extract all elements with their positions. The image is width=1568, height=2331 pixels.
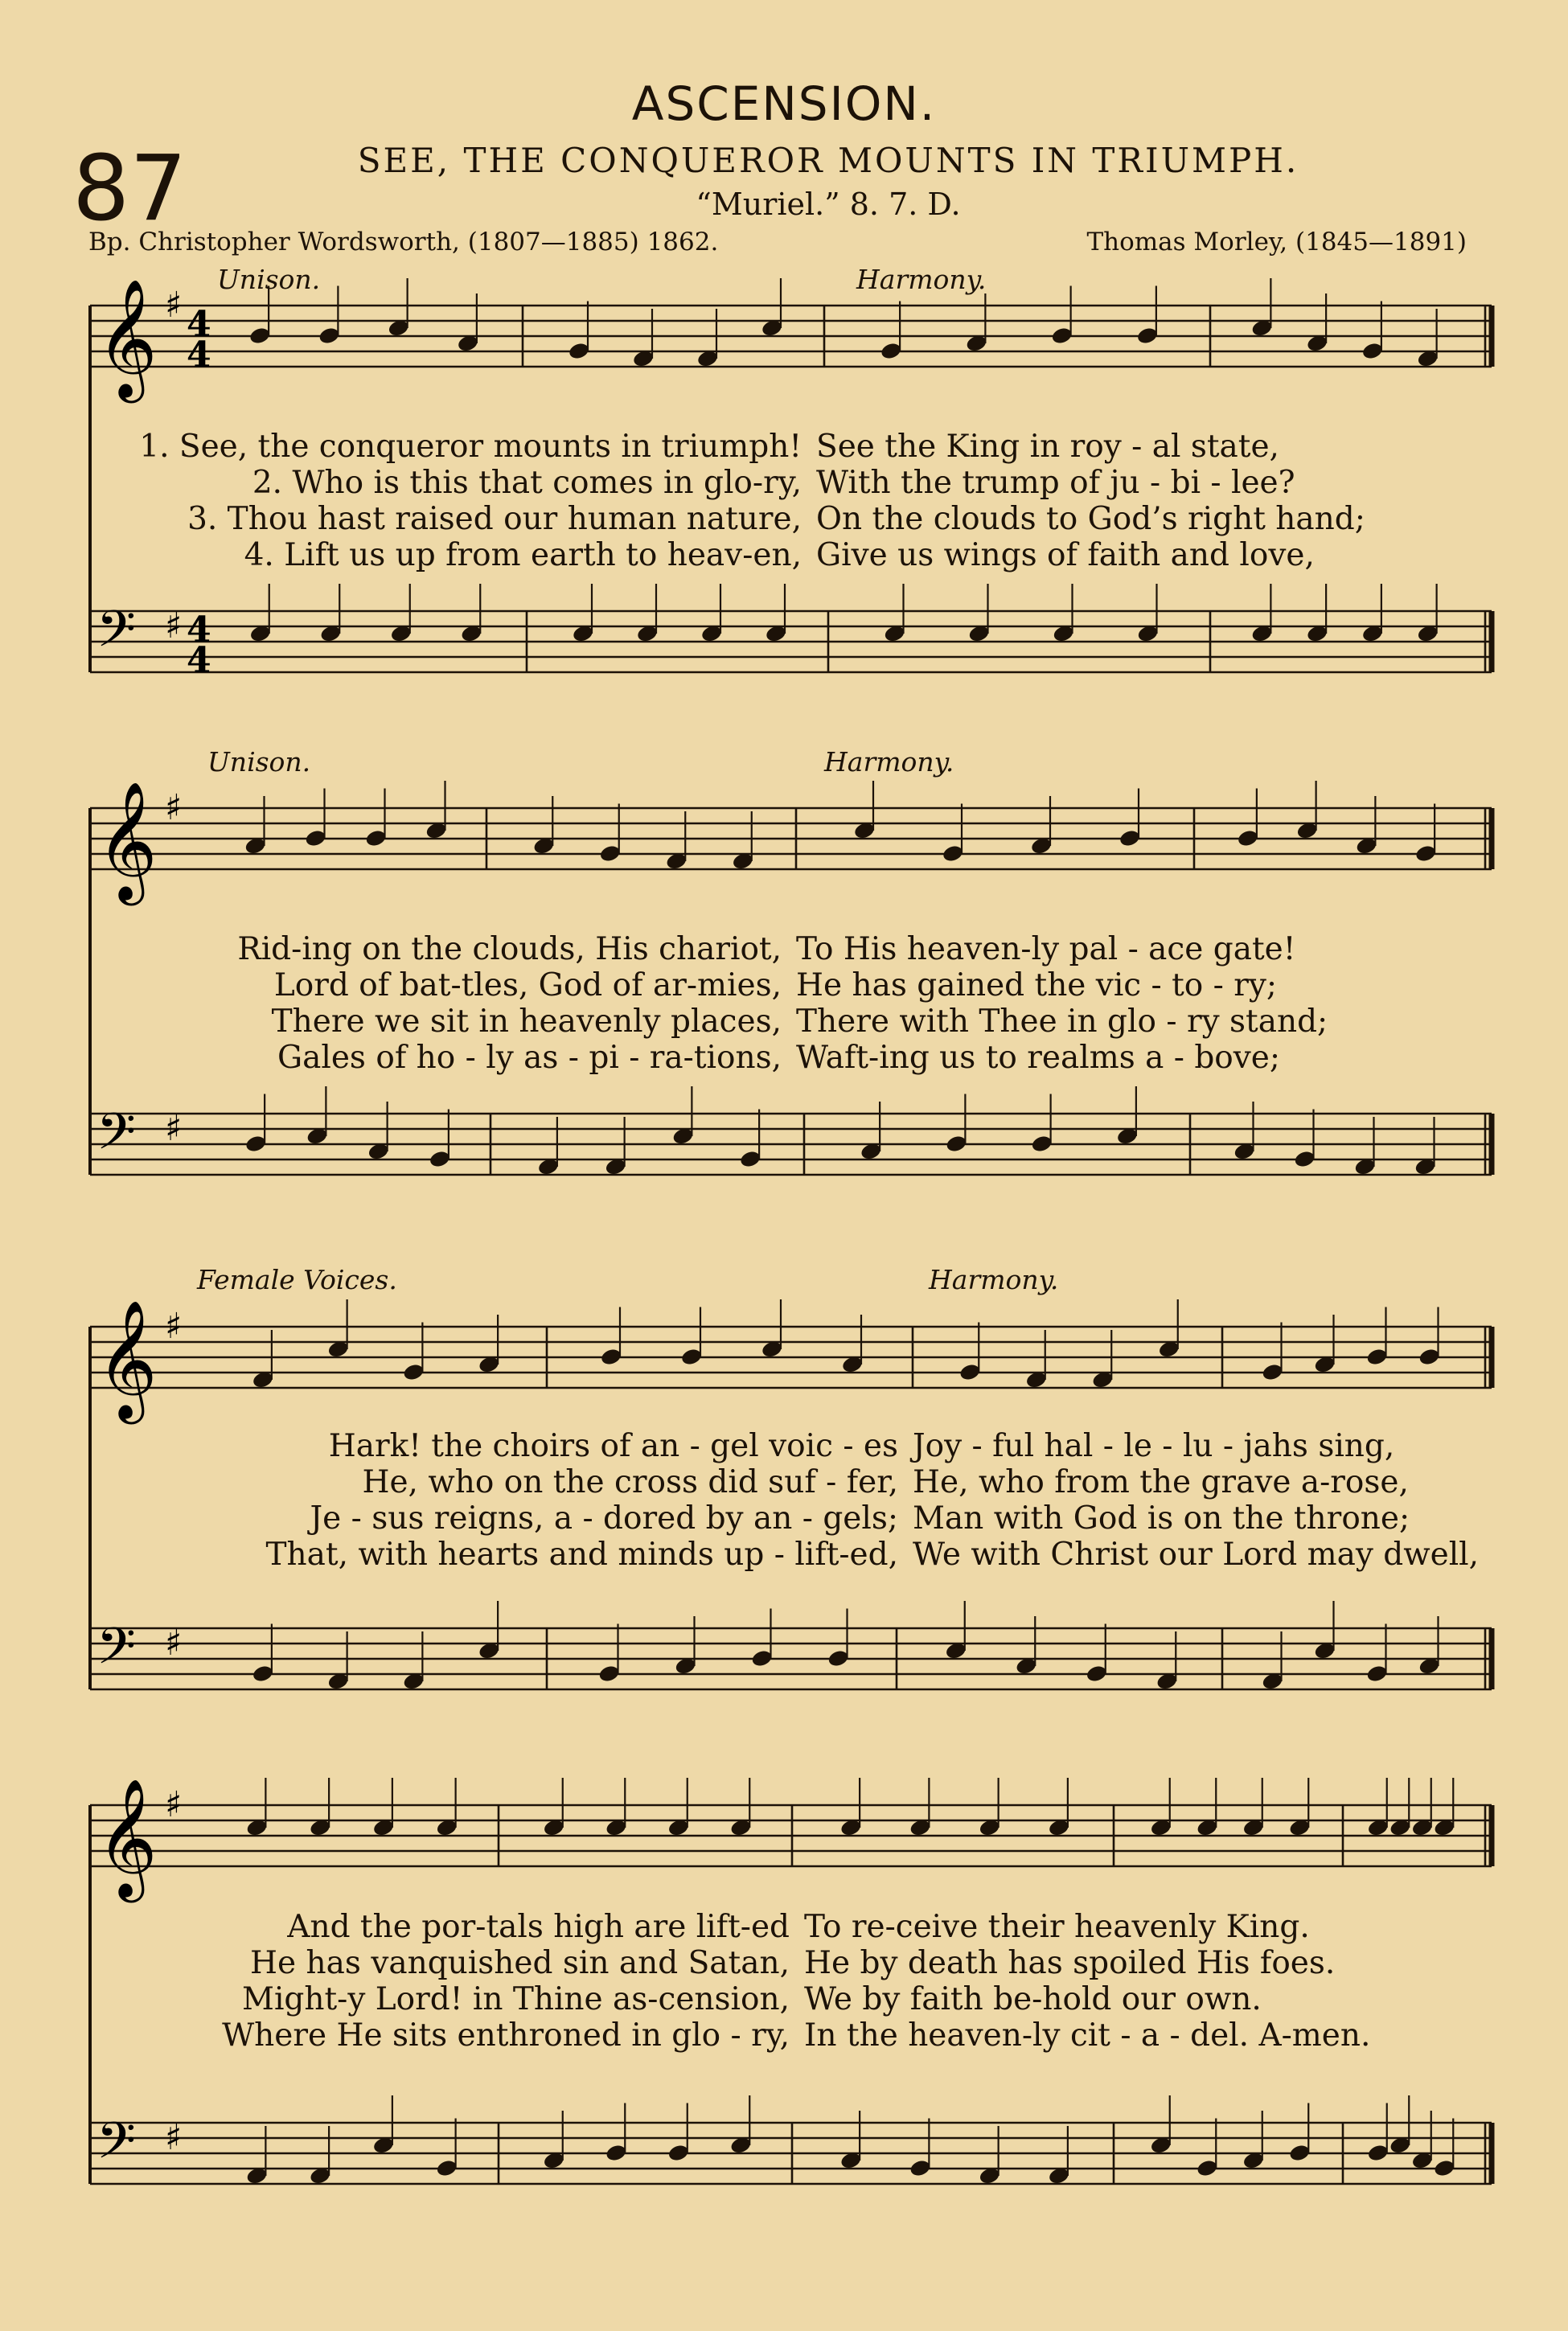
bass-clef-icon: 𝄢	[96, 1102, 136, 1173]
treble-clef-icon: 𝄞	[96, 1299, 158, 1419]
treble-clef-icon: 𝄞	[96, 278, 158, 398]
performance-direction: Harmony.	[856, 264, 987, 295]
performance-direction: Female Voices.	[197, 1264, 397, 1295]
hymn-number: 87	[72, 137, 187, 241]
lyric-verse-2-part-2: With the trump of ju - bi - lee?	[816, 465, 1295, 501]
lyric-verse-1-part-2: To His heaven-ly pal - ace gate!	[796, 931, 1296, 967]
lyric-verse-2-part-1: Lord of bat-tles, God of ar-mies,	[273, 967, 782, 1003]
lyric-verse-3-part-1: 3. Thou hast raised our human nature,	[187, 501, 802, 537]
treble-clef-icon: 𝄞	[96, 1778, 158, 1898]
lyric-verse-4-part-2: We with Christ our Lord may dwell,	[913, 1537, 1480, 1573]
performance-direction: Harmony.	[824, 746, 954, 778]
lyric-verse-4-part-1: 4. Lift us up from earth to heav-en,	[244, 537, 802, 573]
lyric-verse-3-part-2: There with Thee in glo - ry stand;	[796, 1003, 1328, 1040]
lyric-verse-4-part-1: That, with hearts and minds up - lift-ed,	[265, 1537, 898, 1573]
lyric-verse-2-part-2: He, who from the grave a-rose,	[913, 1464, 1409, 1500]
lyric-verse-4-part-1: Gales of ho - ly as - pi - ra-tions,	[277, 1040, 782, 1076]
lyric-verse-3-part-1: There we sit in heavenly places,	[271, 1003, 782, 1040]
performance-direction: Harmony.	[929, 1264, 1059, 1295]
lyric-verse-1-part-2: To re-ceive their heavenly King.	[804, 1909, 1310, 1945]
key-signature-sharp-icon: ♯	[165, 787, 183, 828]
key-signature-sharp-icon: ♯	[165, 285, 183, 326]
lyric-verse-3-part-2: Man with God is on the throne;	[913, 1500, 1410, 1537]
composer-credit: Thomas Morley, (1845—1891)	[1086, 228, 1467, 256]
lyric-verse-3-part-1: Je - sus reigns, a - dored by an - gels;	[310, 1500, 898, 1537]
lyric-verse-4-part-2: Give us wings of faith and love,	[816, 537, 1315, 573]
lyric-verse-3-part-2: On the clouds to God’s right hand;	[816, 501, 1365, 537]
key-signature-sharp-icon: ♯	[165, 1108, 183, 1149]
lyric-verse-1-part-1: Hark! the choirs of an - gel voic - es	[328, 1428, 898, 1464]
lyric-verse-2-part-1: He, who on the cross did suf - fer,	[362, 1464, 898, 1500]
lyric-verse-1-part-2: Joy - ful hal - le - lu - jahs sing,	[913, 1428, 1395, 1464]
lyric-verse-2-part-2: He by death has spoiled His foes.	[804, 1945, 1336, 1981]
bass-clef-icon: 𝄢	[96, 2111, 136, 2182]
performance-direction: Unison.	[217, 264, 321, 295]
tune-name-meter: “Muriel.” 8. 7. D.	[696, 187, 961, 222]
time-signature-digit: 4	[187, 640, 211, 681]
lyric-verse-1-part-1: And the por-tals high are lift-ed	[287, 1909, 790, 1945]
author-credit: Bp. Christopher Wordsworth, (1807—1885) 1862.	[88, 228, 719, 256]
lyric-verse-4-part-2: Waft-ing us to realms a - bove;	[796, 1040, 1281, 1076]
treble-clef-icon: 𝄞	[96, 781, 158, 901]
hymn-title: SEE, THE CONQUEROR MOUNTS IN TRIUMPH.	[357, 141, 1299, 180]
lyric-verse-3-part-2: We by faith be-hold our own.	[804, 1981, 1262, 2017]
lyric-verse-1-part-1: 1. See, the conqueror mounts in triumph!	[139, 429, 802, 465]
performance-direction: Unison.	[207, 746, 311, 778]
lyric-verse-2-part-1: He has vanquished sin and Satan,	[250, 1945, 790, 1981]
key-signature-sharp-icon: ♯	[165, 1306, 183, 1347]
lyric-verse-2-part-2: He has gained the vic - to - ry;	[796, 967, 1278, 1003]
lyric-verse-4-part-1: Where He sits enthroned in glo - ry,	[222, 2017, 790, 2054]
bass-clef-icon: 𝄢	[96, 1616, 136, 1688]
time-signature-digit: 4	[187, 304, 211, 345]
key-signature-sharp-icon: ♯	[165, 2117, 183, 2158]
lyric-verse-2-part-1: 2. Who is this that comes in glo-ry,	[252, 465, 802, 501]
bass-clef-icon: 𝄢	[96, 599, 136, 671]
key-signature-sharp-icon: ♯	[165, 1784, 183, 1825]
lyric-verse-3-part-1: Might-y Lord! in Thine as-cension,	[242, 1981, 790, 2017]
lyric-verse-1-part-1: Rid-ing on the clouds, His chariot,	[237, 931, 782, 967]
lyric-verse-4-part-2: In the heaven-ly cit - a - del. A-men.	[804, 2017, 1371, 2054]
key-signature-sharp-icon: ♯	[165, 605, 183, 646]
key-signature-sharp-icon: ♯	[165, 1623, 183, 1664]
lyric-verse-1-part-2: See the King in roy - al state,	[816, 429, 1279, 465]
time-signature-digit: 4	[187, 609, 211, 650]
time-signature-digit: 4	[187, 334, 211, 376]
section-heading: ASCENSION.	[631, 76, 937, 131]
